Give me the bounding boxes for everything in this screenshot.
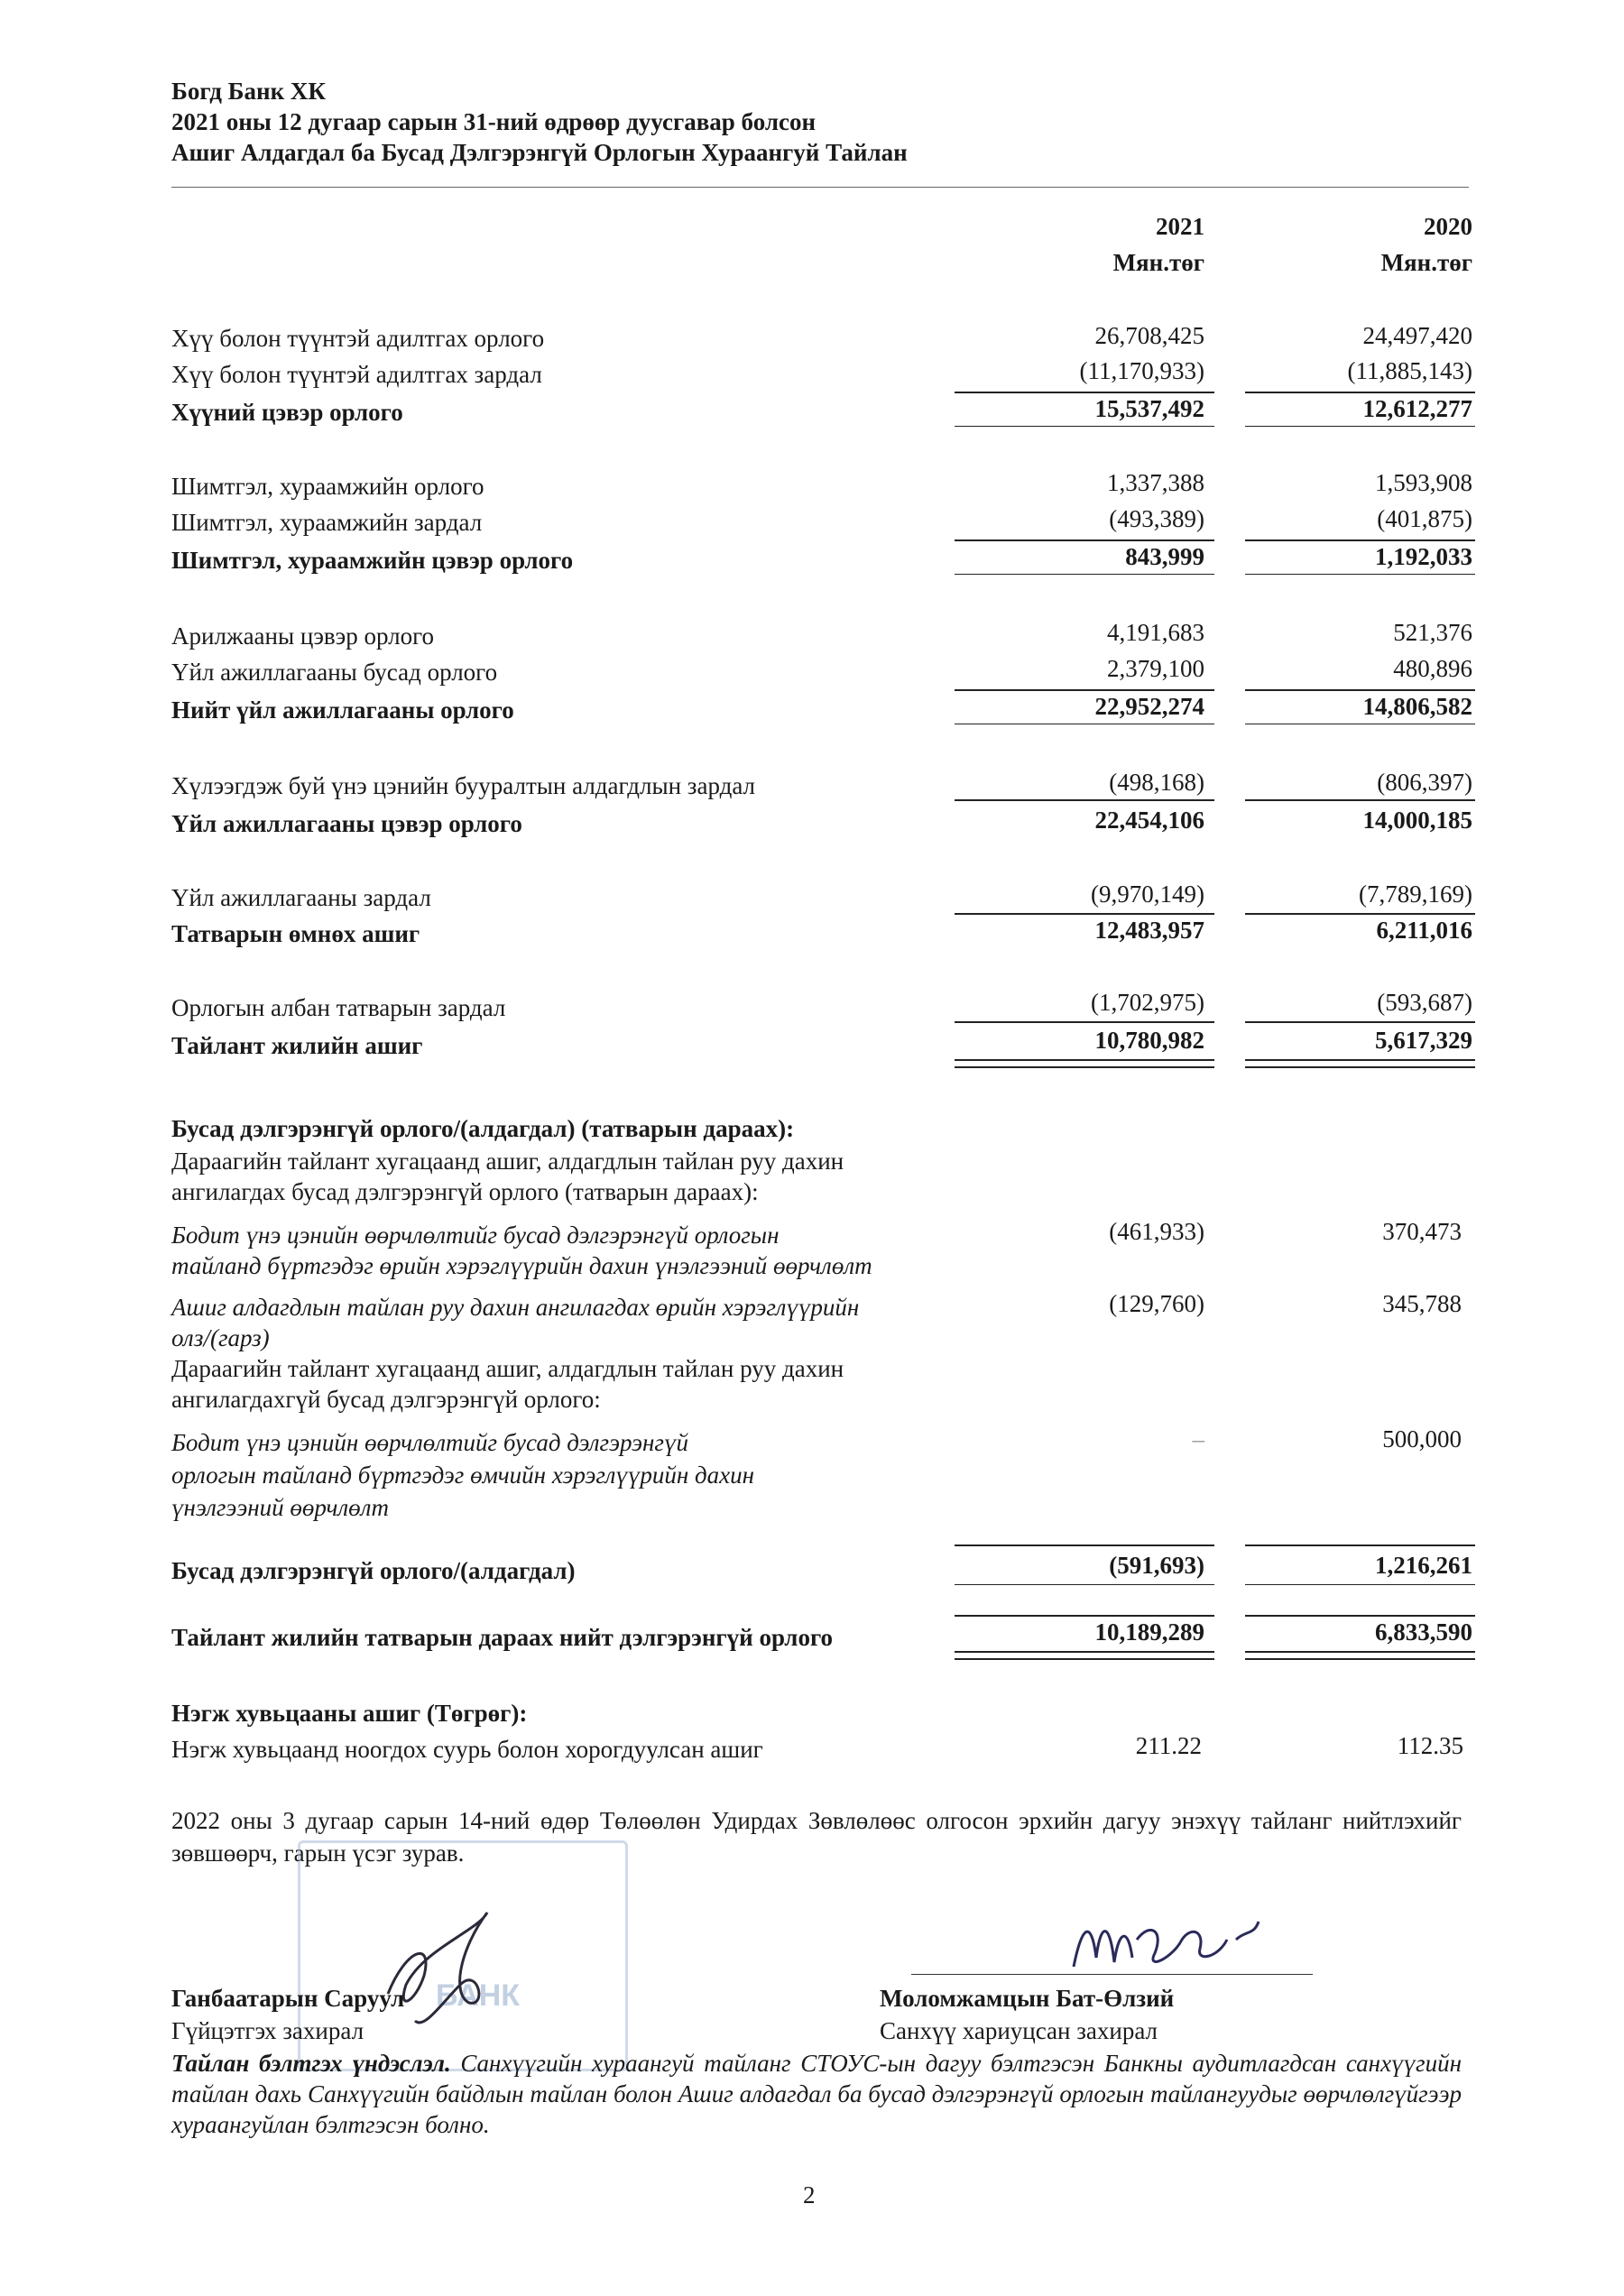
double-underline bbox=[955, 1658, 1214, 1660]
left-signatory-title: Гүйцэтгэх захирал bbox=[171, 2017, 364, 2044]
row-label: Шимтгэл, хураамжийн орлого bbox=[171, 473, 484, 500]
subtotal-rule bbox=[1245, 913, 1475, 915]
row-label: Шимтгэл, хураамжийн зардал bbox=[171, 509, 483, 536]
row-label-subtotal: Үйл ажиллагааны цэвэр орлого bbox=[171, 810, 522, 837]
oci-item1-line2: тайланд бүртгэдэг өрийн хэрэглүүрийн дахин үнэлгээний өөрчлөлт bbox=[171, 1252, 872, 1279]
subtotal-rule bbox=[955, 392, 1214, 393]
oci-item1-value-2021: (461,933) bbox=[1109, 1218, 1204, 1245]
row-value-2020: 1,192,033 bbox=[1375, 543, 1472, 570]
oci-sub2-line2: ангилагдахгүй бусад дэлгэрэнгүй орлого: bbox=[171, 1386, 601, 1413]
subtotal-rule bbox=[955, 1544, 1214, 1546]
row-label-total: Тайлант жилийн ашиг bbox=[171, 1032, 423, 1059]
page-number: 2 bbox=[803, 2181, 816, 2208]
oci-item2-value-2021: (129,760) bbox=[1109, 1290, 1204, 1317]
row-value-2020: 24,497,420 bbox=[1362, 322, 1472, 349]
oci-item1-value-2020: 370,473 bbox=[1382, 1218, 1462, 1245]
row-label: Үйл ажиллагааны бусад орлого bbox=[171, 659, 498, 686]
signature-line bbox=[911, 1974, 1313, 1975]
grand-total-label: Тайлант жилийн татварын дараах нийт дэлгэрэнгүй орлого bbox=[171, 1624, 834, 1651]
report-period: 2021 оны 12 дугаар сарын 31-ний өдрөөр дуусгавар болсон bbox=[171, 108, 817, 135]
oci-total-value-2021: (591,693) bbox=[1109, 1552, 1204, 1579]
left-signatory-name: Ганбаатарын Саруул bbox=[171, 1985, 405, 2012]
row-value-2021: (493,389) bbox=[1109, 505, 1204, 532]
double-underline bbox=[1245, 1658, 1475, 1660]
subtotal-rule bbox=[955, 913, 1214, 915]
subtotal-underline bbox=[955, 426, 1214, 427]
row-value-2020: (401,875) bbox=[1377, 505, 1472, 532]
row-value-2020: (806,397) bbox=[1377, 769, 1472, 796]
oci-total-label: Бусад дэлгэрэнгүй орлого/(алдагдал) bbox=[171, 1557, 576, 1584]
subtotal-rule bbox=[1245, 1615, 1475, 1617]
row-label-subtotal: Шимтгэл, хураамжийн цэвэр орлого bbox=[171, 547, 574, 574]
approval-text: 2022 оны 3 дугаар сарын 14-ний өдөр Төлөөлөн Удирдах Зөвлөлөөс олгосон эрхийн дагуу энэхүү тайланг нийтлэхийг зөвшөөрч, гарын үсэг зурав. bbox=[171, 1807, 1462, 1867]
row-value-2020: 480,896 bbox=[1393, 655, 1472, 682]
row-value-2020: (593,687) bbox=[1377, 989, 1472, 1016]
oci-item1-line1: Бодит үнэ цэнийн өөрчлөлтийг бусад дэлгэрэнгүй орлогын bbox=[171, 1222, 780, 1249]
subtotal-underline bbox=[1245, 1584, 1475, 1585]
row-value-2021: 2,379,100 bbox=[1107, 655, 1204, 682]
row-value-2021: 843,999 bbox=[1125, 543, 1204, 570]
row-value-2020: (7,789,169) bbox=[1359, 881, 1472, 908]
col-year-2021: 2021 bbox=[1156, 213, 1204, 240]
row-value-2020: 5,617,329 bbox=[1375, 1027, 1472, 1054]
col-year-2020: 2020 bbox=[1424, 213, 1472, 240]
double-underline bbox=[955, 1066, 1214, 1068]
row-label-subtotal: Татварын өмнөх ашиг bbox=[171, 920, 420, 947]
double-underline bbox=[1245, 1066, 1475, 1068]
row-value-2021: (11,170,933) bbox=[1079, 357, 1204, 384]
basis-text: Санхүүгийн хураангуй тайланг СТОУС-ын дагуу бэлтгэсэн Банкны аудитлагдсан санхүүгийн тайлан дахь Санхүүгийн байдлын тайлан болон Ашиг алдагдал ба бусад дэлгэрэнгүй орлогын тайлангуудыг өөрчлөлгүйгээр хураангуйлан бэлтгэсэн болно. bbox=[171, 2050, 1462, 2138]
row-value-2021: (498,168) bbox=[1109, 769, 1204, 796]
row-label: Орлогын албан татварын зардал bbox=[171, 994, 506, 1021]
oci-item3-value-2020: 500,000 bbox=[1382, 1425, 1462, 1452]
report-title: Ашиг Алдагдал ба Бусад Дэлгэрэнгүй Орлогын Хураангуй Тайлан bbox=[171, 139, 908, 166]
row-value-2020: 14,806,582 bbox=[1362, 693, 1472, 720]
row-label: Арилжааны цэвэр орлого bbox=[171, 622, 435, 650]
row-value-2020: 12,612,277 bbox=[1362, 395, 1472, 422]
row-value-2020: (11,885,143) bbox=[1347, 357, 1472, 384]
row-value-2021: 22,952,274 bbox=[1094, 693, 1204, 720]
oci-item2-line2: олз/(гарз) bbox=[171, 1324, 270, 1351]
row-value-2021: (1,702,975) bbox=[1091, 989, 1204, 1016]
oci-item2-line1: Ашиг алдагдлын тайлан руу дахин ангилагдах өрийн хэрэглүүрийн bbox=[171, 1294, 860, 1321]
row-label-subtotal: Нийт үйл ажиллагааны орлого bbox=[171, 696, 514, 724]
oci-total-value-2020: 1,216,261 bbox=[1375, 1552, 1472, 1579]
row-label-subtotal: Хүүний цэвэр орлого bbox=[171, 399, 403, 426]
row-value-2021: 10,780,982 bbox=[1094, 1027, 1204, 1054]
row-value-2021: (9,970,149) bbox=[1091, 881, 1204, 908]
subtotal-rule bbox=[1245, 539, 1475, 541]
row-value-2020: 6,211,016 bbox=[1376, 917, 1472, 944]
row-value-2021: 4,191,683 bbox=[1107, 619, 1204, 646]
grand-total-value-2020: 6,833,590 bbox=[1375, 1618, 1472, 1646]
subtotal-rule bbox=[955, 799, 1214, 801]
subtotal-rule bbox=[955, 1021, 1214, 1023]
col-unit-2021: Мян.төг bbox=[1112, 249, 1204, 276]
subtotal-rule bbox=[1245, 1021, 1475, 1023]
right-signatory-title: Санхүү хариуцсан захирал bbox=[880, 2017, 1158, 2044]
eps-value-2021: 211.22 bbox=[1135, 1732, 1202, 1759]
oci-sub1-line2: ангилагдах бусад дэлгэрэнгүй орлого (татварын дараах): bbox=[171, 1178, 759, 1205]
row-label: Үйл ажиллагааны зардал bbox=[171, 884, 431, 911]
col-unit-2020: Мян.төг bbox=[1380, 249, 1472, 276]
eps-value-2020: 112.35 bbox=[1397, 1732, 1463, 1759]
eps-heading: Нэгж хувьцааны ашиг (Төгрөг): bbox=[171, 1700, 528, 1727]
grand-total-value-2021: 10,189,289 bbox=[1094, 1618, 1204, 1646]
row-label: Хүлээгдэж буй үнэ цэнийн бууралтын алдагдлын зардал bbox=[171, 772, 756, 799]
row-value-2020: 1,593,908 bbox=[1375, 469, 1472, 496]
stamp-text: БАНК bbox=[436, 1978, 521, 2013]
double-underline bbox=[955, 1651, 1214, 1653]
double-underline bbox=[1245, 1651, 1475, 1653]
subtotal-underline bbox=[1245, 574, 1475, 575]
oci-sub2-line1: Дараагийн тайлант хугацаанд ашиг, алдагдлын тайлан руу дахин bbox=[171, 1355, 844, 1382]
oci-heading: Бусад дэлгэрэнгүй орлого/(алдагдал) (татварын дараах): bbox=[171, 1115, 795, 1142]
subtotal-rule bbox=[1245, 1544, 1475, 1546]
oci-item3-line1: Бодит үнэ цэнийн өөрчлөлтийг бусад дэлгэрэнгүй bbox=[171, 1429, 688, 1456]
row-value-2020: 14,000,185 bbox=[1362, 807, 1472, 834]
row-label: Хүү болон түүнтэй адилтгах орлого bbox=[171, 325, 545, 352]
basis-lead: Тайлан бэлтгэх үндэслэл. bbox=[171, 2050, 451, 2077]
right-signature bbox=[1065, 1904, 1281, 1985]
company-name: Богд Банк ХК bbox=[171, 78, 326, 105]
row-value-2021: 1,337,388 bbox=[1107, 469, 1204, 496]
row-label: Хүү болон түүнтэй адилтгах зардал bbox=[171, 361, 542, 388]
double-underline bbox=[955, 1059, 1214, 1061]
right-signatory-name: Моломжамцын Бат-Өлзий bbox=[880, 1985, 1175, 2012]
row-value-2020: 521,376 bbox=[1393, 619, 1472, 646]
oci-item2-value-2020: 345,788 bbox=[1382, 1290, 1462, 1317]
header-rule bbox=[171, 187, 1469, 188]
basis-paragraph bbox=[171, 2048, 1462, 2140]
row-value-2021: 22,454,106 bbox=[1094, 807, 1204, 834]
subtotal-underline bbox=[955, 574, 1214, 575]
oci-sub1-line1: Дараагийн тайлант хугацаанд ашиг, алдагдлын тайлан руу дахин bbox=[171, 1148, 844, 1175]
row-value-2021: 15,537,492 bbox=[1094, 395, 1204, 422]
eps-label: Нэгж хувьцаанд ноогдох суурь болон хорогдуулсан ашиг bbox=[171, 1736, 763, 1763]
row-value-2021: 26,708,425 bbox=[1094, 322, 1204, 349]
double-underline bbox=[1245, 1059, 1475, 1061]
oci-item3-value-2021: – bbox=[1192, 1425, 1204, 1452]
subtotal-underline bbox=[955, 1584, 1214, 1585]
subtotal-rule bbox=[1245, 689, 1475, 691]
oci-item3-line3: үнэлгээний өөрчлөлт bbox=[171, 1494, 389, 1521]
subtotal-rule bbox=[955, 539, 1214, 541]
subtotal-rule bbox=[1245, 799, 1475, 801]
subtotal-underline bbox=[1245, 426, 1475, 427]
oci-item3-line2: орлогын тайланд бүртгэдэг өмчийн хэрэглүүрийн дахин bbox=[171, 1462, 755, 1489]
row-value-2021: 12,483,957 bbox=[1094, 917, 1204, 944]
subtotal-rule bbox=[1245, 392, 1475, 393]
subtotal-rule bbox=[955, 689, 1214, 691]
left-signature bbox=[370, 1895, 568, 2039]
subtotal-rule bbox=[955, 1615, 1214, 1617]
